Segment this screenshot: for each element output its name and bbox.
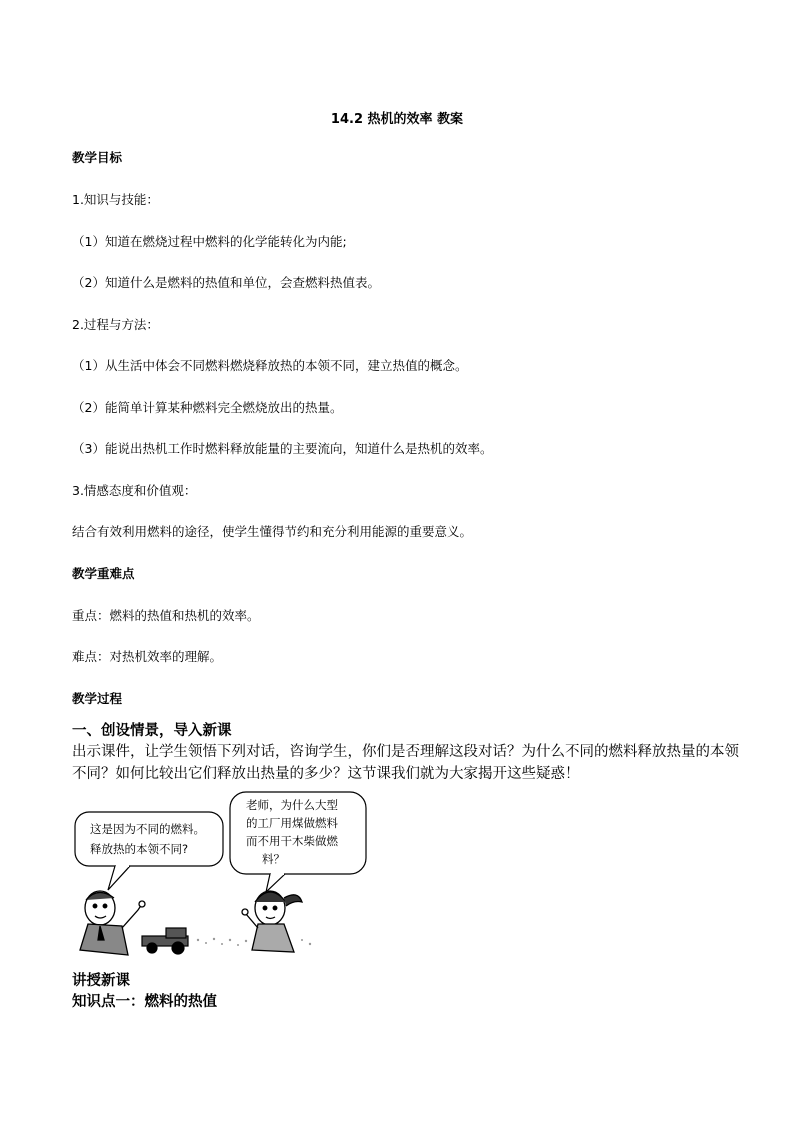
right-bubble-line-2: 的工厂用煤做燃料 bbox=[246, 816, 338, 830]
process-item-2: （2）能简单计算某种燃料完全燃烧放出的热量。 bbox=[72, 400, 343, 415]
knowledge-item-1: （1）知道在燃烧过程中燃料的化学能转化为内能; bbox=[72, 234, 347, 249]
toy-car bbox=[142, 928, 188, 954]
section1-line1: 出示课件，让学生领悟下列对话，咨询学生，你们是否理解这段对话？为什么不同的燃料释放热量的本领 bbox=[72, 744, 739, 760]
section1-line2: 不同？如何比较出它们释放出热量的多少？这节课我们就为大家揭开这些疑惑！ bbox=[72, 766, 580, 782]
right-bubble-line-1: 老师，为什么大型 bbox=[246, 798, 338, 812]
knowledge-label: 1.知识与技能： bbox=[72, 192, 159, 207]
right-bubble-line-3: 而不用干木柴做燃 bbox=[246, 834, 338, 848]
emotion-text: 结合有效利用燃料的途径，使学生懂得节约和充分利用能源的重要意义。 bbox=[72, 524, 473, 539]
process-item-1: （1）从生活中体会不同燃料燃烧释放热的本领不同，建立热值的概念。 bbox=[72, 358, 468, 373]
knowledge-point-1: 知识点一：燃料的热值 bbox=[72, 994, 217, 1010]
page-title: 14.2 热机的效率 教案 bbox=[330, 112, 464, 127]
key-point: 重点：燃料的热值和热机的效率。 bbox=[72, 608, 260, 623]
process-label: 2.过程与方法： bbox=[72, 317, 159, 332]
student-figure bbox=[242, 891, 302, 952]
left-bubble-line-1: 这是因为不同的燃料。 bbox=[90, 822, 205, 836]
goals-heading: 教学目标 bbox=[72, 150, 123, 165]
section1-heading: 一、创设情景，导入新课 bbox=[72, 723, 232, 739]
teacher-figure bbox=[80, 891, 145, 955]
section2-heading: 讲授新课 bbox=[72, 973, 130, 989]
knowledge-item-2: （2）知道什么是燃料的热值和单位，会查燃料热值表。 bbox=[72, 275, 380, 290]
emotion-label: 3.情感态度和价值观： bbox=[72, 483, 197, 498]
key-points-heading: 教学重难点 bbox=[72, 566, 135, 581]
difficulty-point: 难点：对热机效率的理解。 bbox=[72, 649, 223, 664]
right-bubble-tail bbox=[266, 874, 285, 892]
left-bubble-tail bbox=[108, 866, 130, 890]
process-heading: 教学过程 bbox=[72, 691, 123, 706]
process-item-3: （3）能说出热机工作时燃料释放能量的主要流向，知道什么是热机的效率。 bbox=[72, 441, 493, 456]
left-bubble-line-2: 释放热的本领不同? bbox=[90, 842, 189, 856]
right-bubble-line-4: 料？ bbox=[262, 852, 285, 866]
dialogue-illustration bbox=[70, 790, 370, 965]
